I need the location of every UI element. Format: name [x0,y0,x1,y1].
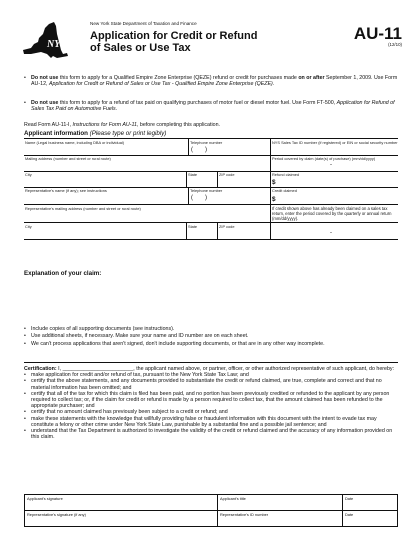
divider [24,138,398,139]
certification-item: certify that all of the tax for which this claim is filed has been paid, and no portion has been previously credited or refunded to the applicant by any person required to collect tax; or, if the claim for credit or refund is made by a person required to collect tax, that the amount claimed has been refunded to the appropriate purchaser; and [31,390,390,410]
read-instructions-note: Read Form AU-11-I, Instructions for Form AU-11, before completing this application. [24,122,220,128]
rep-state-field[interactable]: State [188,224,198,229]
certification-item: certify that the above statements, and any documents provided to substantiate the credit or refund claimed, are true, complete and correct and that no material information has been omitted; and [31,378,382,391]
rep-telephone-open: ( [191,195,193,201]
department-name: New York State Department of Taxation and Finance [90,21,197,26]
date-field[interactable]: Date [343,495,398,511]
state-field[interactable]: State [188,172,198,177]
form-revision-date: (12/10) [388,42,402,47]
certification-item: make these statements with the knowledge that willfully providing false or fraudulent information with this document with the intent to evade tax may constitute a felony or other crime under New York State Law, punishable by a substantial fine and a possible jail sentence; and [31,415,377,428]
form-title: Application for Credit or Refund of Sales or Use Tax [90,30,258,54]
instruction-bullet-motor-fuel: • Do not use this form to apply for a refund of tax paid on qualifying purchases of motor fuel or diesel motor fuel. Use Form FT-500, Application for Refund of Sales Tax Paid on Automotive Fuels. [24,100,395,113]
explanation-textarea[interactable] [24,280,398,322]
divider [24,239,398,240]
representative-name-field[interactable]: Representative's name (if any); see instructions [25,188,107,193]
certification-item: certify that no amount claimed has previously been subject to a credit or refund; and [31,409,228,416]
rep-telephone-close[interactable]: ) [205,195,207,201]
applicant-signature-field[interactable]: Applicant's signature [25,495,218,511]
credit-claimed-field[interactable]: Credit claimed [272,188,297,193]
form-number: AU-11 [353,24,402,43]
applicant-info-heading: Applicant information (Please type or print legibly) [24,130,167,137]
telephone-area-code-close[interactable]: ) [205,147,207,153]
instruction-bullet-qeze: • Do not use this form to apply for a Qualified Empire Zone Enterprise (QEZE) refund or credit for purchases made on or after September 1, 2009. Use Form AU-12, Application for Credit or Refund of Sales or Use Tax - Qualified Empire Zone Enterprise (QEZE). [24,75,398,88]
certification-item: make application for credit and/or refund of tax, pursuant to the New York State Tax Law; and [31,372,249,379]
certification-item: understand that the Tax Department is authorized to investigate the validity of the credit or refund claimed and the accuracy of any information provided on this claim. [31,428,393,441]
nys-state-map-logo [21,20,69,60]
rep-telephone-label: Telephone number [190,188,223,193]
explanation-heading: Explanation of your claim: [24,270,102,277]
rep-date-field[interactable]: Date [343,511,398,527]
divider [24,171,398,172]
note-item: Use additional sheets, if necessary. Make sure your name and ID number are on each sheet. [31,333,249,340]
divider [24,222,398,223]
period-covered-field[interactable]: Period covered by claim (date(s) of purchase) (mm/dd/yyyy) [272,156,376,161]
credit-dollar-sign: $ [272,196,276,203]
telephone-label: Telephone number [190,140,223,145]
zip-field[interactable]: ZIP code [219,172,235,177]
representative-id-field[interactable]: Representative's ID number [218,511,343,527]
period-dash: - [330,162,332,168]
certification-section: Certification: I, ________________________, the applicant named above, or partner, officer, or other authorized representative of such applicant, do hereby: • make application for credit and/or refund of tax, pursuant to the New York State Tax Law; and • certify that the above statements, and any documents provided to substantiate the credit or refund claimed, are true, complete and correct and that no material information has been omitted; and • certify that all of the tax for which this claim is filed has been paid, and no portion has been previously credited or refunded to the applicant by any person required to collect tax; or, if the claim for credit or refund is made by a person required to collect tax, that the amount claimed has been refunded to the appropriate purchaser; and • certify that no amount claimed has previously been subject to a credit or refund; and • make these statements with the knowledge that willfully providing false or fraudulent information with this document with the intent to evade tax may constitute a felony or other crime under New York State Law, punishable by a substantial fine and a possible jail sentence; and • understand that the Tax Department is authorized to investigate the validity of the credit or refund claimed and the accuracy of any information provided on this claim. [24,366,395,441]
mailing-address-field[interactable]: Mailing address (number and street or rural route) [25,156,111,161]
refund-dollar-sign: $ [272,179,276,186]
divider [24,362,398,363]
telephone-area-code-open: ( [191,147,193,153]
note-item: We can't process applications that aren't signed, don't include supporting documents, or that are in any other way incomplete. [31,340,325,347]
representative-signature-field[interactable]: Representative's signature (if any) [25,511,218,527]
note-item: Include copies of all supporting documents (see instructions). [31,326,175,332]
certifier-name-blank[interactable]: ________________________ [62,366,134,372]
representative-address-field[interactable]: Representative's mailing address (number and street or rural route) [25,206,141,211]
rep-zip-field[interactable]: ZIP code [219,224,235,229]
divider [24,204,398,205]
credit-period-note[interactable]: If credit shown above has already been claimed on a sales tax return, enter the period covered by the quarterly or annual return (mm/dd/yyyy). [272,206,392,221]
rep-city-field[interactable]: City [25,224,32,229]
signature-table [24,494,398,527]
logo-text: NYS [47,39,66,50]
city-field[interactable]: City [25,172,32,177]
name-field[interactable]: Name (Legal business name, including DBA or individual) [25,140,125,145]
notes-list: • Include copies of all supporting documents (see instructions). • Use additional sheets, if necessary. Make sure your name and ID number are on each sheet. • We can't process applications that aren't signed, don't include supporting documents, or that are in any other way incomplete. [24,326,325,347]
applicant-title-field[interactable]: Applicant's title [218,495,343,511]
credit-period-dash: - [330,230,332,236]
sales-tax-id-field[interactable]: NYS Sales Tax ID number (if registered) or EIN or social security number [272,140,398,145]
refund-claimed-field[interactable]: Refund claimed [272,172,300,177]
